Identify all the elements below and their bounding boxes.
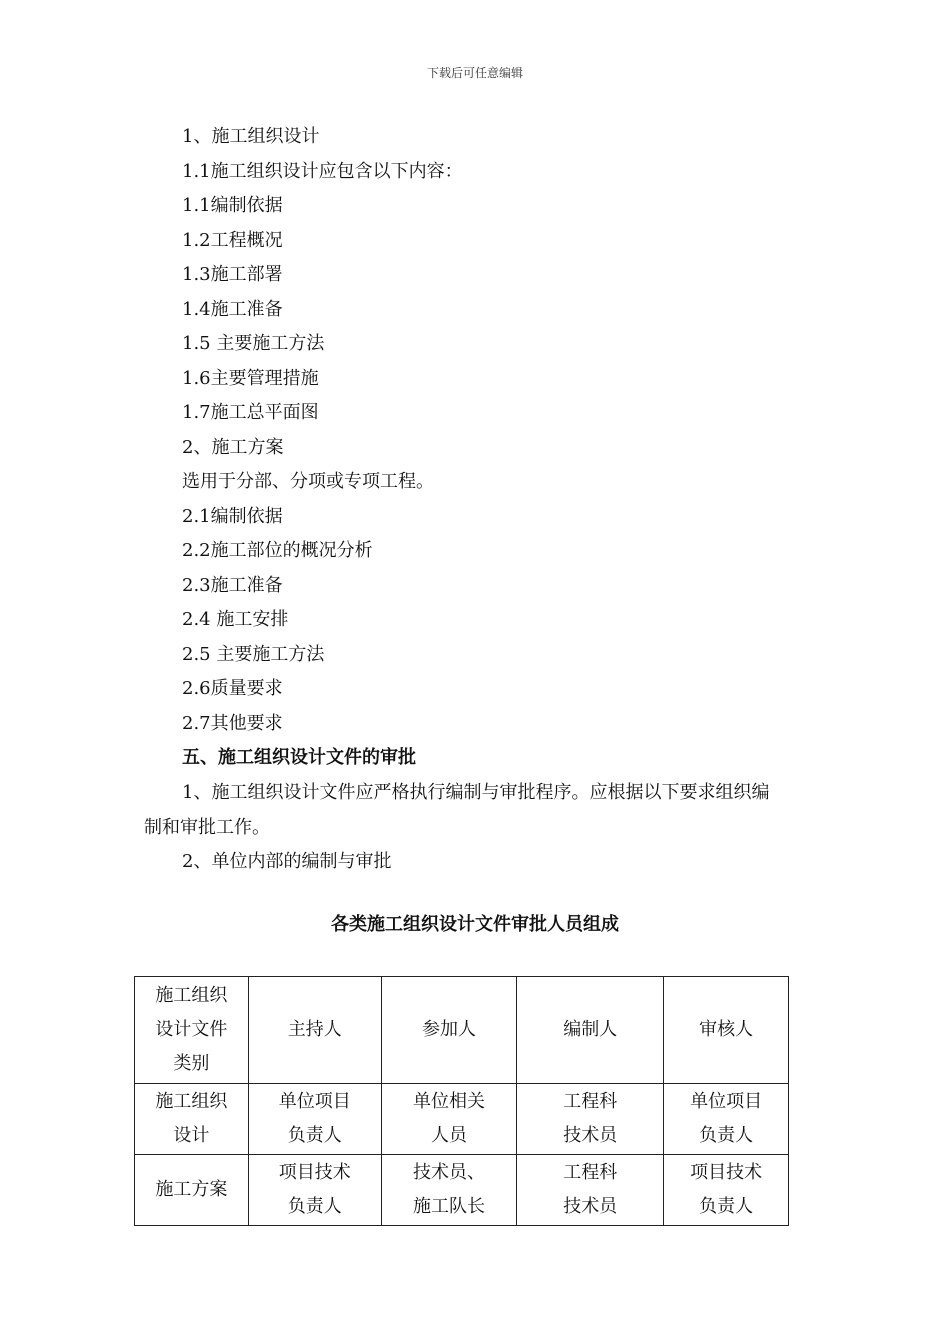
item-1-6: 1.6主要管理措施 [182, 368, 319, 389]
table-header-row [135, 977, 789, 1084]
item-1-2: 1.2工程概况 [182, 230, 283, 251]
item-2-1: 2.1编制依据 [182, 506, 283, 527]
table-title: 各类施工组织设计文件审批人员组成 [331, 914, 619, 935]
section-5-para1: 1、施工组织设计文件应严格执行编制与审批程序。应根据以下要求组织编 [182, 782, 770, 803]
row-cell-host: 项目技术 负责人 [248, 1155, 381, 1226]
item-2-6: 2.6质量要求 [182, 678, 283, 699]
page-header-note: 下载后可任意编辑 [426, 66, 523, 80]
header-cell-category: 施工组织 设计文件 类别 [135, 977, 249, 1084]
item-1: 1、施工组织设计 [182, 126, 320, 147]
row-cell-host: 单位项目 负责人 [248, 1084, 381, 1155]
section-5-para2: 2、单位内部的编制与审批 [182, 851, 392, 872]
header-cell-reviewer: 审核人 [664, 977, 789, 1084]
row-cell-reviewer: 项目技术 负责人 [664, 1155, 789, 1226]
item-1-4: 1.4施工准备 [182, 299, 283, 320]
item-2-4: 2.4 施工安排 [182, 609, 289, 630]
item-1-1: 1.1编制依据 [182, 195, 283, 216]
item-1-7: 1.7施工总平面图 [182, 402, 319, 423]
item-2-5: 2.5 主要施工方法 [182, 644, 325, 665]
table-row [135, 1155, 789, 1226]
row-cell-participant: 技术员、 施工队长 [381, 1155, 517, 1226]
row-cell-compiler: 工程科 技术员 [517, 1155, 664, 1226]
row-cell-participant: 单位相关 人员 [381, 1084, 517, 1155]
approval-table [134, 976, 789, 1226]
item-2-7: 2.7其他要求 [182, 713, 283, 734]
row-cell-category: 施工方案 [135, 1155, 249, 1226]
item-2: 2、施工方案 [182, 437, 284, 458]
row-cell-reviewer: 单位项目 负责人 [664, 1084, 789, 1155]
item-1-3: 1.3施工部署 [182, 264, 283, 285]
item-2-2: 2.2施工部位的概况分析 [182, 540, 373, 561]
header-cell-participant: 参加人 [381, 977, 517, 1084]
item-2-scope: 选用于分部、分项或专项工程。 [182, 471, 434, 492]
item-1-5: 1.5 主要施工方法 [182, 333, 325, 354]
item-1-1-intro: 1.1施工组织设计应包含以下内容： [182, 161, 463, 182]
item-2-3: 2.3施工准备 [182, 575, 283, 596]
section-5-para1-cont: 制和审批工作。 [144, 817, 270, 838]
section-5-heading: 五、施工组织设计文件的审批 [182, 747, 416, 768]
row-cell-category: 施工组织 设计 [135, 1084, 249, 1155]
row-cell-compiler: 工程科 技术员 [517, 1084, 664, 1155]
header-cell-compiler: 编制人 [517, 977, 664, 1084]
header-cell-host: 主持人 [248, 977, 381, 1084]
table-row [135, 1084, 789, 1155]
